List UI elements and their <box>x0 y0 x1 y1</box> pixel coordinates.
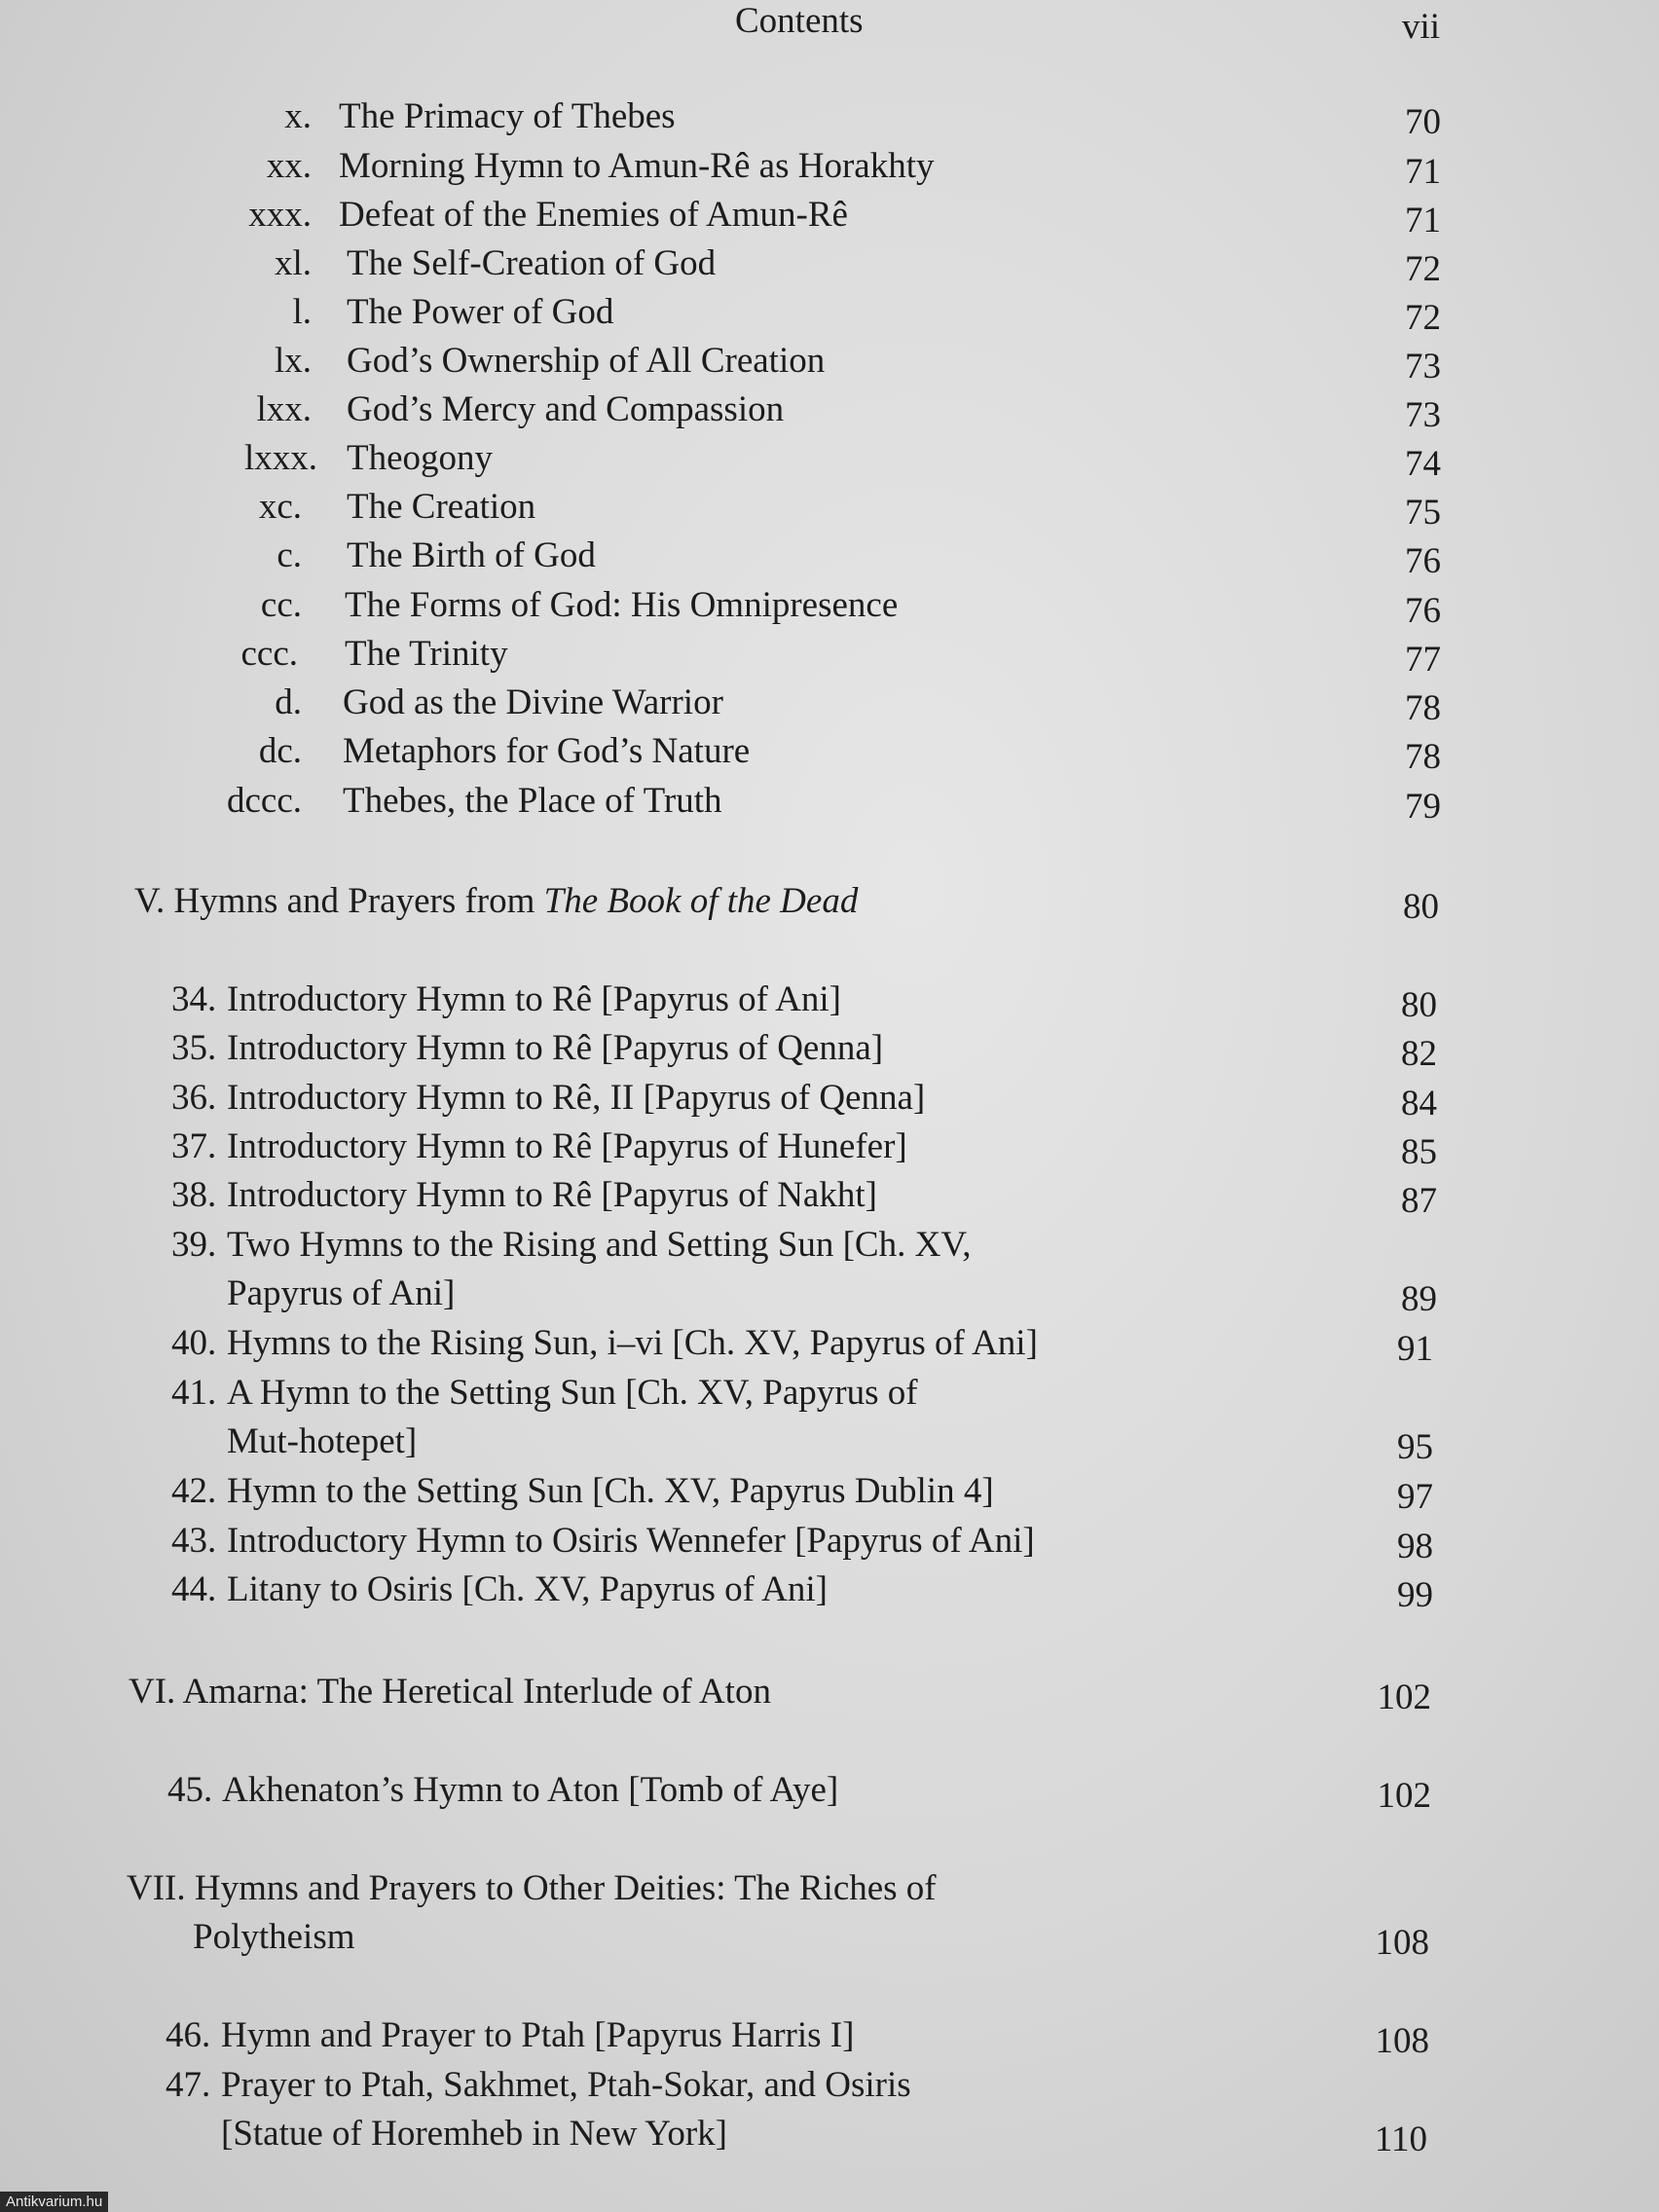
entry-title: Introductory Hymn to Osiris Wennefer [Papyrus of Ani] <box>227 1521 1035 1561</box>
sub-entry-title: The Birth of God <box>347 535 596 575</box>
sub-entry-numeral: c. <box>276 535 302 575</box>
entry-title: Two Hymns to the Rising and Setting Sun [Ch. XV, <box>227 1225 972 1265</box>
sub-entry-numeral: xl. <box>274 243 312 283</box>
sub-entry-title: Defeat of the Enemies of Amun-Rê <box>339 195 848 235</box>
sub-entry-numeral: dc. <box>258 731 302 771</box>
entry-title: Introductory Hymn to Rê, II [Papyrus of Qenna] <box>227 1078 926 1118</box>
entry-number: 43. <box>171 1521 217 1561</box>
entry-title: Hymn and Prayer to Ptah [Papyrus Harris I] <box>221 2015 855 2055</box>
sub-entry-page: 72 <box>1405 249 1441 289</box>
sub-entry-numeral: ccc. <box>240 634 298 674</box>
sub-entry-title: The Primacy of Thebes <box>339 96 676 136</box>
sub-entry-numeral: xxx. <box>248 195 312 235</box>
entry-title: Hymn to the Setting Sun [Ch. XV, Papyrus Dublin 4] <box>227 1471 994 1511</box>
section-heading: VI. Amarna: The Heretical Interlude of Aton <box>129 1672 771 1712</box>
entry-page: 84 <box>1401 1084 1437 1124</box>
entry-page: 102 <box>1377 1776 1431 1816</box>
sub-entry-numeral: x. <box>284 96 312 136</box>
entry-number: 45. <box>167 1770 213 1810</box>
entry-number: 39. <box>171 1225 217 1265</box>
section-heading: V. Hymns and Prayers from The Book of the Dead <box>134 881 859 921</box>
sub-entry-page: 77 <box>1405 640 1441 680</box>
sub-entry-title: Theogony <box>347 438 494 478</box>
entry-page: 98 <box>1397 1527 1433 1567</box>
entry-number: 34. <box>171 979 217 1019</box>
sub-entry-title: God’s Mercy and Compassion <box>347 389 785 429</box>
section-page: 108 <box>1375 1923 1429 1963</box>
entry-page: 91 <box>1397 1329 1433 1369</box>
entry-title: Introductory Hymn to Rê [Papyrus of Hunefer] <box>227 1126 907 1166</box>
entry-title: Introductory Hymn to Rê [Papyrus of Nakht] <box>227 1175 877 1215</box>
sub-entry-numeral: xc. <box>258 487 302 527</box>
entry-title: A Hymn to the Setting Sun [Ch. XV, Papyrus of <box>227 1373 918 1413</box>
entry-page: 99 <box>1397 1575 1433 1615</box>
section-heading-continuation: Polytheism <box>193 1917 355 1957</box>
entry-title: Introductory Hymn to Rê [Papyrus of Qenna] <box>227 1028 884 1068</box>
entry-title: Litany to Osiris [Ch. XV, Papyrus of Ani] <box>227 1569 829 1609</box>
entry-number: 44. <box>171 1569 217 1609</box>
running-header-page-number: vii <box>1402 7 1441 47</box>
entry-page: 108 <box>1375 2021 1429 2061</box>
sub-entry-numeral: cc. <box>260 585 302 625</box>
section-page: 102 <box>1377 1677 1431 1717</box>
entry-number: 46. <box>166 2015 211 2055</box>
section-page: 80 <box>1403 887 1439 927</box>
sub-entry-numeral: lxxx. <box>243 438 317 478</box>
sub-entry-page: 75 <box>1405 493 1441 533</box>
sub-entry-numeral: xx. <box>266 146 312 186</box>
entry-title: Prayer to Ptah, Sakhmet, Ptah-Sokar, and Osiris <box>221 2065 911 2105</box>
sub-entry-page: 73 <box>1405 395 1441 435</box>
entry-title: Akhenaton’s Hymn to Aton [Tomb of Aye] <box>222 1770 839 1810</box>
sub-entry-page: 78 <box>1405 737 1441 777</box>
sub-entry-title: The Creation <box>347 487 536 527</box>
sub-entry-page: 78 <box>1405 688 1441 728</box>
sub-entry-page: 79 <box>1405 787 1441 827</box>
sub-entry-numeral: lx. <box>274 341 312 381</box>
sub-entry-page: 74 <box>1405 444 1441 484</box>
entry-number: 37. <box>171 1126 217 1166</box>
sub-entry-page: 72 <box>1405 298 1441 338</box>
sub-entry-numeral: l. <box>292 292 312 332</box>
sub-entry-page: 76 <box>1405 541 1441 581</box>
entry-title-continuation: [Statue of Horemheb in New York] <box>221 2114 727 2154</box>
entry-page: 80 <box>1401 985 1437 1025</box>
entry-number: 35. <box>171 1028 217 1068</box>
sub-entry-numeral: lxx. <box>256 389 312 429</box>
entry-title-continuation: Papyrus of Ani] <box>227 1273 456 1313</box>
entry-number: 40. <box>171 1323 217 1363</box>
running-header-title: Contents <box>735 1 864 41</box>
section-heading: VII. Hymns and Prayers to Other Deities: The Riches of <box>127 1868 937 1908</box>
watermark-logo: Antikvarium.hu <box>0 2192 108 2212</box>
sub-entry-numeral: d. <box>275 682 302 722</box>
sub-entry-title: The Forms of God: His Omnipresence <box>345 585 899 625</box>
sub-entry-page: 71 <box>1405 201 1441 240</box>
entry-number: 42. <box>171 1471 217 1511</box>
sub-entry-page: 73 <box>1405 347 1441 387</box>
sub-entry-title: God’s Ownership of All Creation <box>347 341 826 381</box>
sub-entry-page: 76 <box>1405 591 1441 631</box>
entry-page: 85 <box>1401 1132 1437 1172</box>
sub-entry-title: Thebes, the Place of Truth <box>343 781 722 821</box>
entry-title: Hymns to the Rising Sun, i–vi [Ch. XV, Papyrus of Ani] <box>227 1323 1038 1363</box>
entry-page: 97 <box>1397 1477 1433 1517</box>
entry-page: 89 <box>1401 1279 1437 1319</box>
entry-number: 47. <box>166 2065 211 2105</box>
sub-entry-title: Morning Hymn to Amun-Rê as Horakhty <box>339 146 935 186</box>
entry-page: 95 <box>1397 1427 1433 1467</box>
entry-page: 87 <box>1401 1181 1437 1221</box>
entry-title-continuation: Mut-hotepet] <box>227 1421 418 1461</box>
sub-entry-title: Metaphors for God’s Nature <box>343 731 751 771</box>
entry-number: 41. <box>171 1373 217 1413</box>
entry-page: 110 <box>1374 2120 1427 2159</box>
entry-number: 38. <box>171 1175 217 1215</box>
sub-entry-page: 70 <box>1405 102 1441 142</box>
sub-entry-numeral: dccc. <box>226 781 302 821</box>
sub-entry-title: The Self-Creation of God <box>347 243 717 283</box>
entry-number: 36. <box>171 1078 217 1118</box>
sub-entry-title: The Trinity <box>345 634 508 674</box>
entry-title: Introductory Hymn to Rê [Papyrus of Ani] <box>227 979 841 1019</box>
sub-entry-title: The Power of God <box>347 292 614 332</box>
sub-entry-page: 71 <box>1405 152 1441 192</box>
sub-entry-title: God as the Divine Warrior <box>343 682 723 722</box>
entry-page: 82 <box>1401 1034 1437 1074</box>
